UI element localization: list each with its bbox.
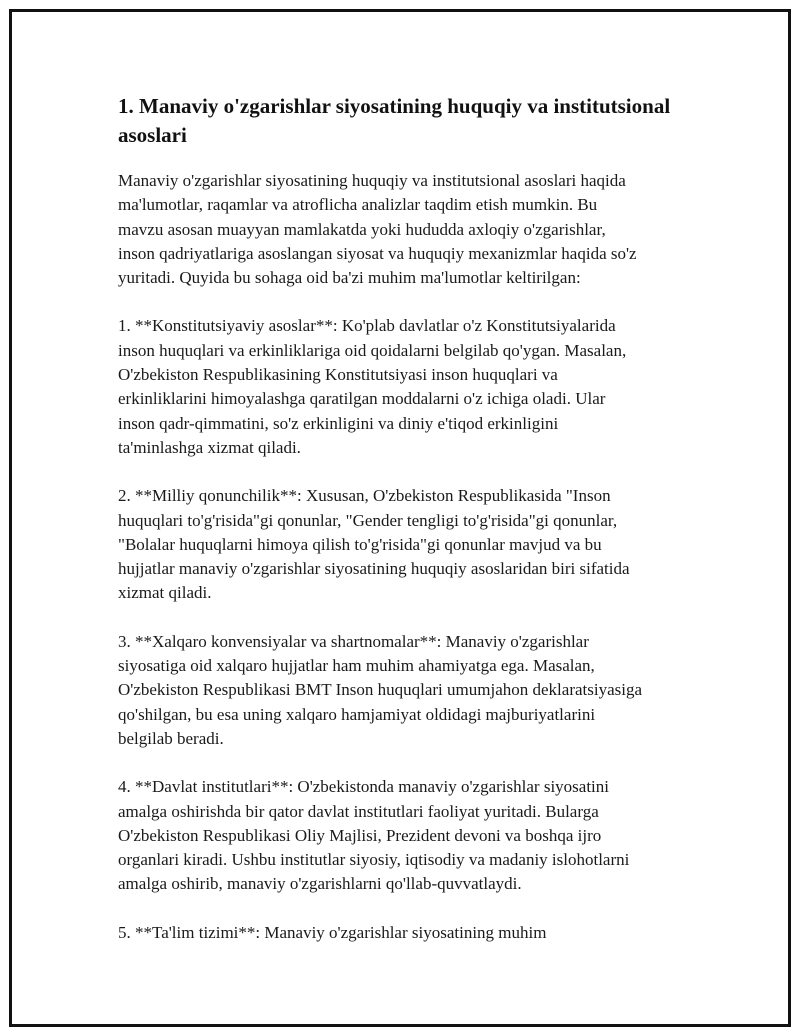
list-item-education-system: 5. **Ta'lim tizimi**: Manaviy o'zgarishlar siyosatining muhim xyxy=(118,922,547,942)
list-item-constitutional: 1. **Konstitutsiyaviy asoslar**: Ko'plab davlatlar o'z Konstitutsiyalarida inson huquqlari va erkinliklariga oid qoidalarni belgilab qo'ygan. Masalan, O'zbekiston Respublikasining Konstitutsiyasi inson huquqlari va erkinliklarini himoyalashga qaratilgan moddalarni o'z ichiga oladi. Ular inson qadr-qimmatini, so'z erkinligini va diniy e'tiqod erkinligini ta'minlashga xizmat qiladi. xyxy=(118,316,627,457)
list-item-international-conventions: 3. **Xalqaro konvensiyalar va shartnomalar**: Manaviy o'zgarishlar siyosatiga oid xalqaro hujjatlar ham muhim ahamiyatga ega. Masalan, O'zbekiston Respublikasi BMT Inson huquqlari umumjahon deklaratsiyasiga qo'shilgan, bu esa uning xalqaro hamjamiyat oldidagi majburiyatlarini belgilab beradi. xyxy=(118,631,643,748)
list-item-state-institutions: 4. **Davlat institutlari**: O'zbekistonda manaviy o'zgarishlar siyosatini amalga oshirishda bir qator davlat institutlari faoliyat yuritadi. Bularga O'zbekiston Respublikasi Oliy Majlisi, Prezident devoni va boshqa ijro organlari kiradi. Ushbu institutlar siyosiy, iqtisodiy va madaniy islohotlarni amalga oshirib, manaviy o'zgarishlarni qo'llab-quvvatlaydi. xyxy=(118,777,630,894)
list-item-national-legislation: 2. **Milliy qonunchilik**: Xususan, O'zbekiston Respublikasida "Inson huquqlari to'g'risida"gi qonunlar, "Gender tengligi to'g'risida"gi qonunlar, "Bolalar huquqlarni himoya qilish to'g'risida"gi qonunlar mavjud va bu hujjatlar manaviy o'zgarishlar siyosatining huquqiy asoslaridan biri sifatida xizmat qiladi. xyxy=(118,486,630,603)
section-heading: 1. Manaviy o'zgarishlar siyosatining huquqiy va institutsional asoslari xyxy=(118,94,671,147)
document-body xyxy=(118,92,688,945)
intro-paragraph: Manaviy o'zgarishlar siyosatining huquqiy va institutsional asoslari haqida ma'lumotlar, raqamlar va atroflicha analizlar taqdim etish mumkin. Bu mavzu asosan muayyan mamlakatda yoki hududda axloqiy o'zgarishlar, inson qadriyatlariga asoslangan siyosat va huquqiy mexanizmlar haqida so'z yuritadi. Quyida bu sohaga oid ba'zi muhim ma'lumotlar keltirilgan: xyxy=(118,171,637,288)
